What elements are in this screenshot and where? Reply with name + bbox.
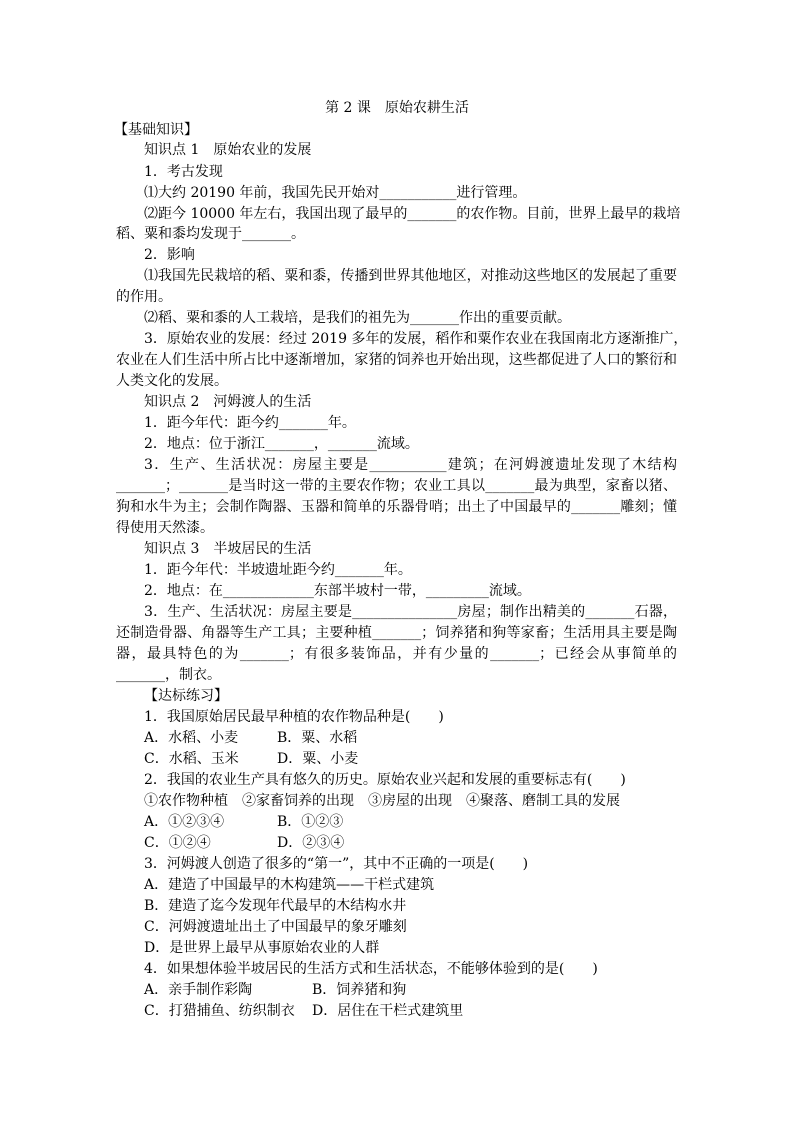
text-line: 还制造骨器、角器等生产工具；主要种植_______；饲养猪和狗等家畜；生活用具主要是陶 <box>116 625 677 641</box>
text-line: ⑵距今 10000 年左右，我国出现了最早的_______的农作物。目前，世界上最早的栽培 <box>144 206 681 222</box>
question-option: C．水稻、玉米 <box>144 751 239 767</box>
text-line: 稻、粟和黍均发现于_______。 <box>116 226 305 242</box>
text-line: 得使用天然漆。 <box>116 520 214 536</box>
question-option: A．亲手制作彩陶 <box>144 982 253 998</box>
question-stem: 1．我国原始居民最早种植的农作物品种是( ) <box>144 709 444 725</box>
question-option: D．②③④ <box>277 835 345 851</box>
text-line: 器，最具特色的为_______；有很多装饰品，并有少量的_______；已经会从事简单的 <box>116 646 677 662</box>
text-line: ⑴我国先民栽培的稻、粟和黍，传播到世界其他地区，对推动这些地区的发展起了重要 <box>144 268 677 284</box>
question-option: B．饲养猪和狗 <box>312 982 407 998</box>
question-option: C．打猎捕鱼、纺织制衣 <box>144 1003 295 1019</box>
lesson-title: 第 2 课 原始农耕生活 <box>325 100 469 116</box>
question-option: C．①②④ <box>144 835 211 851</box>
knowledge-point-3: 知识点 3 半坡居民的生活 <box>144 541 312 557</box>
section-heading-basic: 【基础知识】 <box>114 122 198 138</box>
question-stem: 3．河姆渡人创造了很多的“第一”，其中不正确的一项是( ) <box>144 856 529 872</box>
text-line: 人类文化的发展。 <box>116 373 228 389</box>
question-option: C．河姆渡遗址出土了中国最早的象牙雕刻 <box>144 919 407 935</box>
text-line: 2．地点：在_____________东部半坡村一带，_________流域。 <box>144 583 531 599</box>
text-line: 3．生产、生活状况：房屋主要是_______________房屋；制作出精美的_______石器， <box>144 604 677 620</box>
text-line: 农业在人们生活中所占比中逐渐增加，家猪的饲养也开始出现，这些都促进了人口的繁衍和 <box>116 352 677 368</box>
question-note: ①农作物种植 ②家畜饲养的出现 ③房屋的出现 ④聚落、磨制工具的发展 <box>144 793 620 809</box>
question-option: A．建造了中国最早的木构建筑——干栏式建筑 <box>144 877 435 893</box>
text-line: 3．原始农业的发展：经过 2019 多年的发展，稻作和粟作农业在我国南北方逐渐推广， <box>144 331 688 347</box>
text-line: 1．考古发现 <box>144 164 223 180</box>
text-line: _______；_______是当时这一带的主要农作物；农业工具以_______最为典型，家畜以猪、 <box>116 478 677 494</box>
text-line: 的作用。 <box>116 289 172 305</box>
text-line: 3．生产、生活状况：房屋主要是___________建筑；在河姆渡遗址发现了木结构 <box>144 457 677 473</box>
text-line: 狗和水牛为主；会制作陶器、玉器和简单的乐器骨哨；出土了中国最早的_______雕刻；懂 <box>116 499 677 515</box>
text-line: _______，制衣。 <box>116 667 221 683</box>
knowledge-point-1: 知识点 1 原始农业的发展 <box>144 142 312 158</box>
question-option: D．居住在干栏式建筑里 <box>312 1003 464 1019</box>
text-line: 2．影响 <box>144 247 195 263</box>
question-option: B．①②③ <box>277 814 344 830</box>
question-option: A．水稻、小麦 <box>144 730 239 746</box>
text-line: 2．地点：位于浙江_______，_______流域。 <box>144 436 419 452</box>
question-option: B．建造了迄今发现年代最早的木结构水井 <box>144 898 407 914</box>
knowledge-point-2: 知识点 2 河姆渡人的生活 <box>144 394 312 410</box>
question-stem: 2．我国的农业生产具有悠久的历史。原始农业兴起和发展的重要标志有( ) <box>144 772 626 788</box>
section-heading-practice: 【达标练习】 <box>144 688 228 704</box>
question-option: B．粟、水稻 <box>277 730 358 746</box>
text-line: 1．距今年代：半坡遗址距今约_______年。 <box>144 562 412 578</box>
text-line: ⑵稻、粟和黍的人工栽培，是我们的祖先为_______作出的重要贡献。 <box>144 310 571 326</box>
question-stem: 4．如果想体验半坡居民的生活方式和生活状态，不能够体验到的是( ) <box>144 961 598 977</box>
question-option: D．是世界上最早从事原始农业的人群 <box>144 940 380 956</box>
text-line: ⑴大约 20190 年前，我国先民开始对___________进行管理。 <box>144 185 527 201</box>
question-option: A．①②③④ <box>144 814 225 830</box>
text-line: 1．距今年代：距今约_______年。 <box>144 415 356 431</box>
question-option: D．粟、小麦 <box>277 751 359 767</box>
